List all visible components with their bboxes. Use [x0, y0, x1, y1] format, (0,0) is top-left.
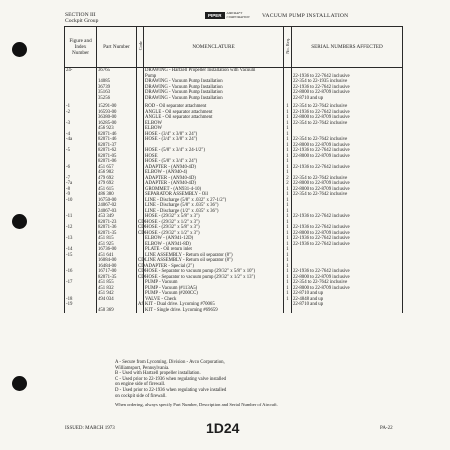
cell-number-required: 1	[284, 264, 292, 270]
cell-number-required: 1	[284, 110, 292, 116]
page-id: PA-22	[380, 426, 393, 431]
col-code: Code	[137, 27, 144, 68]
cell-serial-numbers: 22-8000 to 22-8709 inclusive	[292, 187, 403, 193]
parts-table	[64, 26, 403, 313]
cell-serial-numbers: 22-8710 and up	[292, 96, 403, 102]
cell-nomenclature: KIT - Dual drive. Lycoming #70065	[144, 302, 284, 308]
section-header	[65, 12, 98, 25]
cell-nomenclature: ADAPTER - Special (2")	[144, 264, 284, 270]
cell-number-required: 1	[284, 286, 292, 292]
cell-part-number: 82071-46	[97, 137, 137, 143]
cell-part-number: 16084-00	[97, 258, 137, 264]
cell-number-required: 1	[284, 159, 292, 165]
cell-serial-numbers: 22-8000 to 22-8709 inclusive	[292, 286, 403, 292]
cell-number-required: 1	[284, 269, 292, 275]
cell-nomenclature: PLATE - Oil return inlet	[144, 247, 284, 253]
cell-figure-index: -6	[65, 165, 97, 171]
cell-number-required: 1	[284, 121, 292, 127]
cell-part-number: 35256	[97, 96, 137, 102]
cell-nomenclature: DRAWING - Hartzell Propeller Installation with Vacuum	[144, 68, 284, 74]
cell-serial-numbers: 22-8000 to 22-8709 inclusive	[292, 275, 403, 281]
cell-number-required: 2	[284, 181, 292, 187]
cell-part-number: 451 815	[97, 236, 137, 242]
cell-number-required: 1	[284, 126, 292, 132]
page-title: VACUUM PUMP INSTALLATION	[262, 13, 349, 19]
cell-nomenclature: HOSE - (3/4" x 3/8" x 24")	[144, 132, 284, 138]
cell-serial-numbers: 22-4848 and up	[292, 297, 403, 303]
cell-number-required: 1	[284, 154, 292, 160]
cell-figure-index: -14	[65, 247, 97, 253]
cell-nomenclature: HOSE - (5/8" x 3/4" x 24-1/2")	[144, 148, 284, 154]
cell-nomenclature: HOSE - (29/32" x 1/2" x 3")	[144, 220, 284, 226]
cell-nomenclature: PUMP - Vacuum (#113A5)	[144, 286, 284, 292]
cell-part-number: 16717-00	[97, 269, 137, 275]
cell-figure-index: -11	[65, 214, 97, 220]
cell-part-number: 16750-00	[97, 198, 137, 204]
cell-part-number: 82071-35	[97, 275, 137, 281]
cell-part-number: 451 641	[97, 253, 137, 259]
logo-text: AIRCRAFT CORPORATION	[226, 11, 250, 19]
cell-serial-numbers: 22-1936 to 22-7642 inclusive	[292, 225, 403, 231]
cell-code	[137, 308, 144, 314]
cell-code: CD	[138, 269, 145, 274]
cell-serial-numbers: 22-8000 to 22-8709 inclusive	[292, 90, 403, 96]
cell-part-number: 16484-00	[97, 264, 137, 270]
cell-nomenclature: HOSE - (5/8" x 3/4" x 24")	[144, 159, 284, 165]
legend-line: on cockpit side of firewall.	[115, 393, 167, 399]
cell-figure-index: -9	[65, 192, 97, 198]
cell-nomenclature: DRAWING - Vacuum Pump Installation	[144, 96, 284, 102]
cell-number-required	[284, 308, 292, 314]
parts-rows	[65, 68, 403, 314]
brand-logo	[205, 12, 251, 19]
cell-number-required: 1	[284, 297, 292, 303]
cell-number-required: 1	[284, 275, 292, 281]
cell-figure-index: -4	[65, 132, 97, 138]
cell-part-number: 450 369	[97, 308, 137, 314]
cell-serial-numbers: 22-354 to 22-7642 inclusive	[292, 192, 403, 198]
legend-line: on engine side of firewall.	[115, 382, 166, 388]
cell-part-number: 456 902	[97, 170, 137, 176]
cell-nomenclature: ADAPTER - (AN940-4D)	[144, 181, 284, 187]
cell-number-required: 1	[284, 203, 292, 209]
col-serial-numbers: SERIAL NUMBERS AFFECTED	[292, 27, 403, 68]
cell-part-number: 35163	[97, 90, 137, 96]
cell-code: CD	[138, 263, 145, 269]
cell-figure-index: -17	[65, 280, 97, 286]
cell-nomenclature: ROD - Oil separator attachment	[144, 104, 284, 110]
cell-code: CD	[138, 258, 145, 263]
col-number-required: No. Req.	[284, 27, 292, 68]
cell-serial-numbers: 22-354 to 22-7642 inclusive	[292, 176, 403, 182]
cell-part-number: 453 349	[97, 214, 137, 220]
cell-serial-numbers: 22-1936 to 22-7642 inclusive	[292, 236, 403, 242]
cell-nomenclature: HOSE	[144, 154, 284, 160]
cell-figure-index: -5	[65, 148, 97, 154]
legend-line: B - Used with Hartzell propeller installation.	[115, 371, 201, 377]
cell-nomenclature: VALVE - Check	[144, 297, 284, 303]
cell-part-number: 82071-62	[97, 148, 137, 154]
cell-part-number: 24067-02	[97, 203, 137, 209]
cell-serial-numbers: 22-1936 to 22-7642 inclusive	[292, 242, 403, 248]
cell-number-required: 1	[284, 225, 292, 231]
cell-part-number: 82071-37	[97, 143, 137, 149]
cell-number-required: 1	[284, 137, 292, 143]
cell-nomenclature: LINE - Discharge (5/8" x .035" x 36")	[144, 203, 284, 209]
cell-number-required: 1	[284, 104, 292, 110]
cell-nomenclature: HOSE - Separator to vacuum pump (29/32" x 1/2" x 13")	[144, 275, 284, 281]
cell-nomenclature: HOSE - (3/4" x 3/8" x 24")	[144, 137, 284, 143]
cell-nomenclature: HOSE - (29/32" x 5/8" x 3")	[144, 225, 284, 231]
cell-number-required: 1	[284, 192, 292, 198]
cell-part-number: 16593-00	[97, 110, 137, 116]
ordering-note: When ordering, always specify Part Number, Description and Serial Number of Aircraft.	[115, 402, 278, 407]
col-nomenclature: NOMENCLATURE	[144, 27, 284, 68]
cell-part-number: 451 657	[97, 165, 137, 171]
cell-figure-index: -10	[65, 198, 97, 204]
cell-nomenclature: ELBOW - (AN940-4)	[144, 170, 284, 176]
cell-number-required: 1	[284, 253, 292, 259]
cell-code: CD	[138, 230, 145, 236]
cell-number-required: 1	[284, 231, 292, 237]
cell-nomenclature: SEPARATOR ASSEMBLY - Oil	[144, 192, 284, 198]
cell-number-required: 1	[284, 143, 292, 149]
cell-part-number: 15291-00	[97, 104, 137, 110]
cell-figure-index: -19	[65, 302, 97, 308]
cell-figure-index: -15	[65, 253, 97, 259]
cell-nomenclature: LINE ASSEMBLY - Return oil separator (8")	[144, 253, 284, 259]
cell-number-required: 2	[284, 176, 292, 182]
cell-part-number: 494 034	[97, 297, 137, 303]
cell-nomenclature: KIT - Single drive. Lycoming #69659	[144, 308, 284, 314]
cell-part-number: 451 615	[97, 187, 137, 193]
cell-nomenclature: HOSE - (29/32" x 5/8" x 3")	[144, 214, 284, 220]
cell-figure-index: -7a	[65, 181, 97, 187]
cell-nomenclature: LINE - Discharge (1/2" x .035" x 36")	[144, 209, 284, 215]
cell-figure-index: -1	[65, 104, 97, 110]
cell-serial-numbers: 22-1936 to 22-7642 inclusive	[292, 165, 403, 171]
cell-serial-numbers: 22-1936 to 22-7642 inclusive	[292, 85, 403, 91]
cell-nomenclature: ELBOW	[144, 126, 284, 132]
cell-part-number: 36739	[97, 85, 137, 91]
cell-part-number: 451 855	[97, 280, 137, 286]
cell-figure-index: -4a	[65, 137, 97, 143]
cell-code: CD	[138, 225, 145, 230]
cell-number-required: 1	[284, 115, 292, 121]
col-part-number: Part Number	[97, 27, 137, 68]
table-row	[65, 308, 403, 314]
cell-figure-index: -2	[65, 110, 97, 116]
cell-nomenclature: GROMMET - (AN931-4-10)	[144, 187, 284, 193]
cell-nomenclature: LINE ASSEMBLY - Return oil separator (8")	[144, 258, 284, 264]
cell-part-number: 451 942	[97, 291, 137, 297]
cell-nomenclature: HOSE - Separator to vacuum pump (29/32" x 5/8" x 10")	[144, 269, 284, 275]
cell-serial-numbers: 22-354 to 22-7642 inclusive	[292, 121, 403, 127]
cell-serial-numbers: 22-8000 to 22-8709 inclusive	[292, 231, 403, 237]
binder-hole-bottom	[12, 376, 27, 391]
cell-serial-numbers: 22-354 to 22-7642 inclusive	[292, 137, 403, 143]
cell-serial-numbers: 22-354 to 22-7642 inclusive	[292, 280, 403, 286]
issued-date: ISSUED: MARCH 1973	[65, 426, 115, 431]
cell-serial-numbers: 22-8000 to 22-8709 inclusive	[292, 154, 403, 160]
cell-serial-numbers: 22-8710 and up	[292, 302, 403, 308]
cell-part-number: 24067-03	[97, 209, 137, 215]
cell-number-required: 1	[284, 209, 292, 215]
cell-number-required: 1	[284, 247, 292, 253]
legend-line: A - Secure from Lycoming. Division - Avco Corporation,	[115, 360, 225, 365]
cell-number-required: 1	[284, 220, 292, 226]
table-header	[65, 27, 403, 68]
cell-part-number: 82071-05	[97, 154, 137, 160]
cell-serial-numbers: 22-8000 to 22-8709 inclusive	[292, 115, 403, 121]
cell-figure-index: -13	[65, 236, 97, 242]
cell-part-number: 456 923	[97, 126, 137, 132]
cell-number-required: 1	[284, 258, 292, 264]
section-group: Cockpit Group	[65, 18, 99, 25]
cell-number-required: 1	[284, 165, 292, 171]
cell-number-required: 1	[284, 148, 292, 154]
cell-nomenclature: PUMP - Vacuum (#200CC)	[144, 291, 284, 297]
cell-nomenclature: ANGLE - Oil separator attachment	[144, 110, 284, 116]
cell-number-required: 1	[284, 242, 292, 248]
section-number: SECTION III	[65, 12, 96, 18]
cell-nomenclature: DRAWING - Vacuum Pump Installation	[144, 85, 284, 91]
cell-number-required: 1	[284, 187, 292, 193]
cell-number-required: 1	[284, 280, 292, 286]
cell-nomenclature: PUMP - Vacuum	[144, 280, 284, 286]
cell-serial-numbers: 22-1936 to 22-7642 inclusive	[292, 269, 403, 275]
cell-part-number: 479 692	[97, 181, 137, 187]
cell-part-number: 82071-35	[97, 231, 137, 237]
cell-part-number: 14085	[97, 79, 137, 85]
cell-number-required: 1	[284, 198, 292, 204]
cell-nomenclature: DRAWING - Vacuum Pump Installation	[144, 79, 284, 85]
cell-part-number: 36765	[97, 68, 137, 74]
cell-number-required: 1	[284, 132, 292, 138]
cell-part-number: 451 832	[97, 286, 137, 292]
cell-serial-numbers: 22-1936 to 22-7642 inclusive	[292, 110, 403, 116]
cell-nomenclature: Pump	[144, 74, 284, 80]
cell-number-required: 1	[284, 291, 292, 297]
cell-serial-numbers: 22-8000 to 22-8709 inclusive	[292, 143, 403, 149]
cell-figure-index: -16	[65, 269, 97, 275]
code-legend	[115, 360, 335, 399]
cell-number-required: 1	[284, 170, 292, 176]
cell-figure-index	[65, 308, 97, 314]
col-figure-index: Figure and Index Number	[65, 27, 97, 68]
cell-serial-numbers: 22-1936 to 22-7642 inclusive	[292, 148, 403, 154]
cell-part-number: 16285-00	[97, 121, 137, 127]
cell-part-number: 82071-46	[97, 132, 137, 138]
cell-figure-index: 24-	[65, 68, 97, 74]
cell-nomenclature: ADAPTER - (AN940-4D)	[144, 165, 284, 171]
cell-code: AS	[138, 302, 145, 307]
cell-serial-numbers: 22-354 to 22-7642 inclusive	[292, 104, 403, 110]
cell-nomenclature: ELBOW - (AN941-12D)	[144, 236, 284, 242]
binder-hole-middle	[12, 214, 27, 229]
page-code: 1D24	[206, 420, 240, 436]
cell-serial-numbers	[292, 308, 403, 314]
cell-number-required: 1	[284, 236, 292, 242]
cell-nomenclature: ADAPTER - (AN940-4D)	[144, 176, 284, 182]
binder-hole-top	[12, 42, 27, 57]
cell-nomenclature: DRAWING - Vacuum Pump Installation	[144, 90, 284, 96]
cell-number-required: 1	[284, 214, 292, 220]
cell-figure-index: -8	[65, 187, 97, 193]
cell-serial-numbers: 22-354 to 22-1935 inclusive	[292, 79, 403, 85]
cell-part-number: 82071-06	[97, 159, 137, 165]
cell-part-number: 479 692	[97, 176, 137, 182]
legend-line: C - Used prior to 22-1936 when regulating valve installed	[115, 376, 226, 382]
cell-figure-index: -7	[65, 176, 97, 182]
cell-part-number: 16736-00	[97, 247, 137, 253]
cell-part-number: 486 380	[97, 192, 137, 198]
cell-part-number: 82071-36	[97, 225, 137, 231]
cell-part-number: 36380-00	[97, 115, 137, 121]
cell-part-number: 82071-23	[97, 220, 137, 226]
cell-nomenclature: ELBOW - (AN941-8D)	[144, 242, 284, 248]
cell-nomenclature: ANGLE - Oil separator attachment	[144, 115, 284, 121]
cell-figure-index: -18	[65, 297, 97, 303]
cell-nomenclature: ELBOW	[144, 121, 284, 127]
cell-serial-numbers: 22-1936 to 22-7642 inclusive	[292, 214, 403, 220]
cell-code: CD	[138, 274, 145, 280]
cell-serial-numbers: 22-8710 and up	[292, 291, 403, 297]
cell-serial-numbers: 22-8000 to 22-8709 inclusive	[292, 181, 403, 187]
legend-line: Williamsport, Pennsylvania.	[115, 365, 170, 371]
legend-line: D - Used prior to 22-1936 when regulating valve installed	[115, 387, 227, 393]
cell-part-number: 451 925	[97, 242, 137, 248]
cell-nomenclature: HOSE - (29/32" x 1/2" x 3")	[144, 231, 284, 237]
cell-figure-index: -12	[65, 225, 97, 231]
logo-badge: PIPER	[205, 12, 225, 19]
cell-nomenclature: LINE - Discharge (5/8" x .032" x 27-1/2")	[144, 198, 284, 204]
cell-code: CD	[138, 219, 145, 225]
cell-serial-numbers: 22-1936 to 22-7642 inclusive	[292, 74, 403, 80]
cell-figure-index: -3	[65, 121, 97, 127]
